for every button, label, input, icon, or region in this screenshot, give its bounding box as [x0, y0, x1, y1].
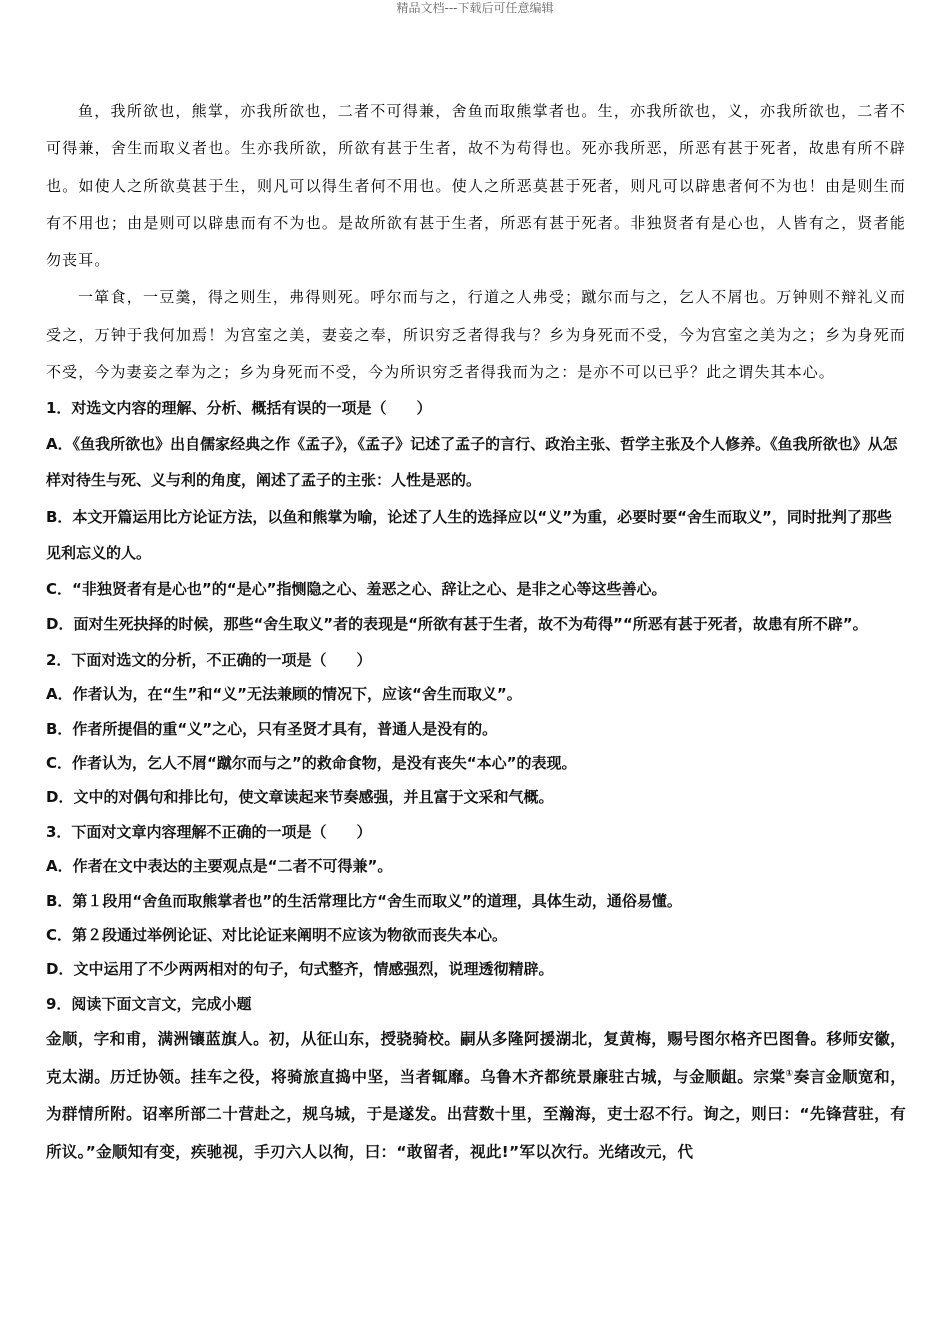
option-d: D．面对生死抉择的时候，那些“舍生取义”者的表现是“所欲有甚于生者，故不为苟得”“所恶有甚于死者，故患有所不辟”。: [46, 615, 868, 634]
reading-text: [46, 1021, 906, 1171]
option-d: D．文中运用了不少两两相对的句子，句式整齐，情感强烈，说理透彻精辟。: [46, 960, 554, 979]
question-stem: 2．下面对选文的分析，不正确的一项是（ ）: [46, 650, 372, 669]
option-d: D．文中的对偶句和排比句，使文章读起来节奏感强，并且富于文采和气概。: [46, 788, 554, 807]
passage-paragraph: 鱼，我所欲也，熊掌，亦我所欲也，二者不可得兼，舍鱼而取熊掌者也。生，亦我所欲也，义，亦我所欲也，二者不可得兼，舍生而取义者也。生亦我所欲，所欲有甚于生者，故不为苟得也。死亦我所恶，所恶有甚于死者，故患有所不辟也。如使人之所欲莫甚于生，则凡可以得生者何不用也。使人之所恶莫甚于死者，则凡可以辟患者何不为也！由是则生而有不用也；由是则可以辟患而有不为也。是故所欲有甚于生者，所恶有甚于死者。非独贤者有是心也，人皆有之，贤者能勿丧耳。: [46, 102, 906, 270]
option-a: A．作者在文中表达的主要观点是“二者不可得兼”。: [46, 857, 393, 876]
question-stem: 1．对选文内容的理解、分析、概括有误的一项是（ ）: [46, 399, 432, 418]
option-b: B．本文开篇运用比方论证方法，以鱼和熊掌为喻，论述了人生的选择应以“义”为重，必要时要“舍生而取义”，同时批判了那些见利忘义的人。: [46, 507, 892, 563]
reading-section: [46, 987, 906, 1171]
reading-text-part: 金顺，字和甫，满洲镶蓝旗人。初，从征山东，授骁骑校。嗣从多隆阿援湖北，复黄梅，赐号图尔格齐巴图鲁。移师安徽，克太湖。历迁协领。挂车之役，将骑旅直捣中坚，当者辄靡。乌鲁木齐都统景廉驻古城，与金顺龃。宗棠: [46, 1030, 906, 1086]
question-1: [46, 391, 906, 642]
option-b: B．作者所提倡的重“义”之心，只有圣贤才具有，普通人是没有的。: [46, 719, 498, 738]
reading-stem: 9．阅读下面文言文，完成小题: [46, 994, 252, 1013]
page-header: 精品文档---下载后可任意编辑: [396, 1, 554, 15]
document-body: [46, 93, 906, 1171]
option-a: A．作者认为，在“生”和“义”无法兼顾的情况下，应该“舍生而取义”。: [46, 685, 522, 704]
option-a: A．《鱼我所欲也》出自儒家经典之作《孟子》，《孟子》记述了孟子的言行、政治主张、哲学主张及个人修养。《鱼我所欲也》从怎样对待生与死、义与利的角度，阐述了孟子的主张：人性是恶的。: [46, 434, 898, 490]
option-c: C．作者认为，乞人不屑“蹴尔而与之”的救命食物，是没有丧失“本心”的表现。: [46, 753, 577, 772]
question-list: [46, 391, 906, 1171]
option-c: C．“非独贤者有是心也”的“是心”指恻隐之心、羞恶之心、辞让之心、是非之心等这些善心。: [46, 579, 667, 598]
reading-text-part: 奏言金顺宽和，为群情所附。诏率所部二十营赴之，规乌城，于是遂发。出营数十里，至瀚海，吏士忍不行。询之，则曰：“先锋营驻，有所议。”金顺知有变，疾驰视，手刃六人以徇，曰：“敢留者，视此!”军以次行。光绪改元，代: [46, 1067, 906, 1161]
passage-paragraph: 一箪食，一豆羹，得之则生，弗得则死。呼尔而与之，行道之人弗受；蹴尔而与之，乞人不屑也。万钟则不辩礼义而受之，万钟于我何加焉！为宫室之美，妻妾之奉，所识穷乏者得我与？乡为身死而不受，今为宫室之美为之；乡为身死而不受，今为妻妾之奉为之；乡为身死而不受，今为所识穷乏者得我而为之：是亦不可以已乎？此之谓失其本心。: [46, 288, 906, 382]
footnote-marker: ①: [785, 1068, 794, 1079]
classical-passage: [46, 93, 906, 391]
option-b: B．第１段用“舍鱼而取熊掌者也”的生活常理比方“舍生而取义”的道理，具体生动，通俗易懂。: [46, 891, 682, 910]
question-stem: 3．下面对文章内容理解不正确的一项是（ ）: [46, 822, 372, 841]
option-c: C．第２段通过举例论证、对比论证来阐明不应该为物欲而丧失本心。: [46, 925, 508, 944]
question-3: [46, 815, 906, 987]
question-2: [46, 643, 906, 815]
